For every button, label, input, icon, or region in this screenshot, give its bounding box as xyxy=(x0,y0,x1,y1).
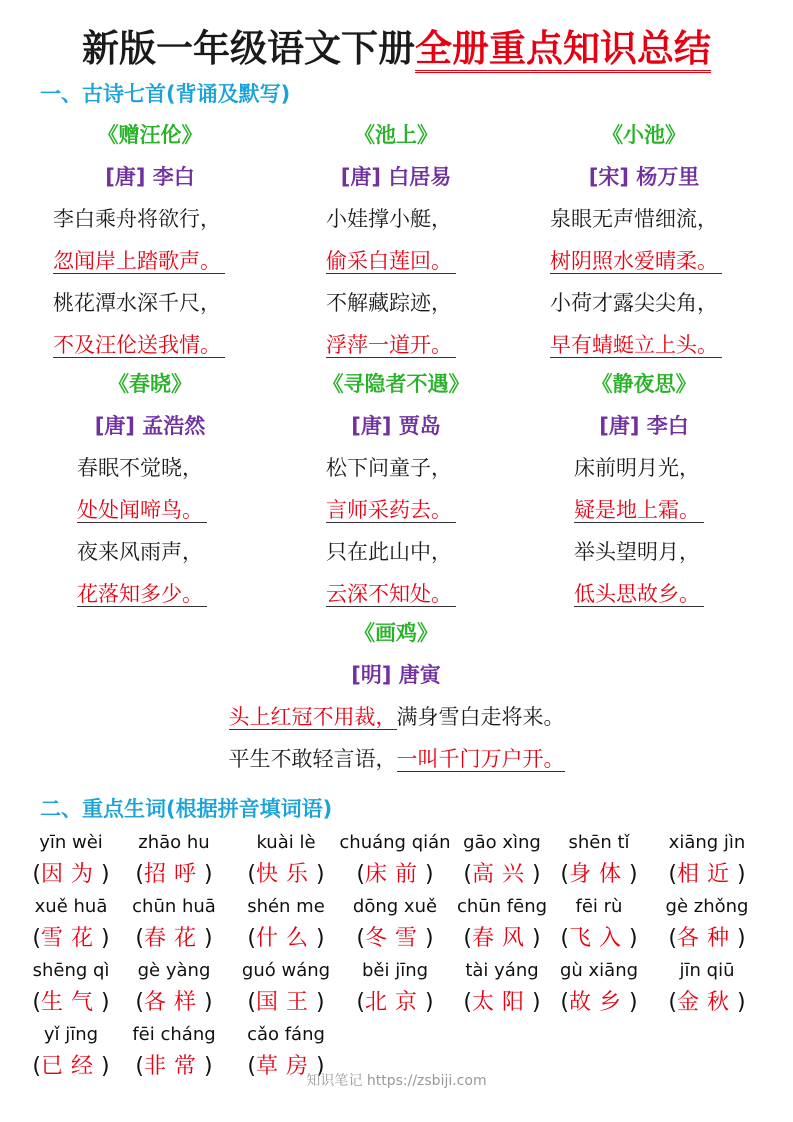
vocab-answer: (各样) xyxy=(135,990,213,1015)
vocab-item xyxy=(651,828,763,892)
vocab-item xyxy=(651,892,763,956)
vocab-answer: (故乡) xyxy=(560,990,638,1015)
vocab-answer: (什么) xyxy=(247,926,325,951)
poem-author: [唐] 白居易 xyxy=(340,165,452,189)
section-heading-vocab: 二、重点生词(根据拼音填词语) xyxy=(40,797,333,821)
vocab-pinyin: shēn tǐ xyxy=(568,832,630,853)
vocab-word: 故乡 xyxy=(568,990,629,1015)
poem-line-answer: 偷采白莲回。 xyxy=(266,240,526,282)
vocab-item xyxy=(118,956,230,1020)
poem-line: 小荷才露尖尖角， xyxy=(550,291,718,315)
vocab-pinyin: zhāo hu xyxy=(138,832,210,853)
vocab-pinyin: shén me xyxy=(247,896,325,917)
poem-line-text: 满身雪白走将来。 xyxy=(396,705,565,729)
poem-line-text: 平生不敢轻言语， xyxy=(228,747,397,771)
poem-line-answer: 头上红冠不用裁， xyxy=(228,705,397,729)
poem-line-answer: 浮萍一道开。 xyxy=(266,324,526,366)
poem-line-answer: 一叫千门万户开。 xyxy=(396,747,565,771)
vocab-item xyxy=(543,892,655,956)
vocab-item xyxy=(331,956,459,1020)
vocab-word: 春风 xyxy=(471,926,532,951)
poem-line-answer: 忽闻岸上踏歌声。 xyxy=(20,240,280,282)
vocab-pinyin: tài yáng xyxy=(465,960,539,981)
vocab-word: 已经 xyxy=(40,1054,101,1079)
poem-line-answer: 花落知多少。 xyxy=(20,573,280,615)
vocab-item xyxy=(543,828,655,892)
vocab-word: 金秋 xyxy=(676,990,737,1015)
vocab-pinyin: chūn huā xyxy=(132,896,216,917)
vocab-answer: (因为) xyxy=(32,862,110,887)
vocab-item xyxy=(15,828,127,892)
vocab-item xyxy=(331,828,459,892)
vocab-item xyxy=(230,892,342,956)
vocab-item xyxy=(15,956,127,1020)
poem-card xyxy=(266,612,526,696)
vocab-word: 国王 xyxy=(255,990,316,1015)
poem-line: 夜来风雨声， xyxy=(77,540,203,564)
title-black: 新版一年级语文下册 xyxy=(82,26,415,70)
vocab-pinyin: gè zhǒng xyxy=(665,896,749,917)
poem-line: 桃花潭水深千尺， xyxy=(53,291,221,315)
vocab-item xyxy=(446,828,558,892)
poem-title: 《寻隐者不遇》 xyxy=(322,372,470,396)
vocab-answer: (飞入) xyxy=(560,926,638,951)
vocab-pinyin: dōng xuě xyxy=(352,896,438,917)
vocab-pinyin: guó wáng xyxy=(241,960,331,981)
vocab-answer: (金秋) xyxy=(668,990,746,1015)
poem-line-answer: 疑是地上霜。 xyxy=(514,489,774,531)
vocab-word: 因为 xyxy=(40,862,101,887)
poem-title: 《小池》 xyxy=(602,123,686,147)
vocab-item xyxy=(446,892,558,956)
poem-line: 不解藏踪迹， xyxy=(326,291,452,315)
vocab-word: 太阳 xyxy=(471,990,532,1015)
vocab-answer: (草房) xyxy=(247,1054,325,1079)
vocab-pinyin: fēi rù xyxy=(575,896,623,917)
vocab-word: 春花 xyxy=(143,926,204,951)
poem-line: 李白乘舟将欲行， xyxy=(53,207,221,231)
vocab-word: 北京 xyxy=(364,990,425,1015)
vocab-pinyin: xuě huā xyxy=(34,896,108,917)
poem-line-answer: 树阴照水爱晴柔。 xyxy=(514,240,774,282)
vocab-answer: (各种) xyxy=(668,926,746,951)
vocab-word: 非常 xyxy=(143,1054,204,1079)
vocab-answer: (国王) xyxy=(247,990,325,1015)
poem-line xyxy=(0,738,793,780)
vocab-item xyxy=(543,956,655,1020)
poem-card xyxy=(266,114,526,366)
vocab-answer: (相近) xyxy=(668,862,746,887)
poem-line: 松下问童子， xyxy=(326,456,452,480)
vocab-word: 快乐 xyxy=(255,862,316,887)
poem-author: [唐] 李白 xyxy=(599,414,689,438)
vocab-item xyxy=(651,956,763,1020)
poem-line: 小娃撑小艇， xyxy=(326,207,452,231)
poem-line: 举头望明月， xyxy=(574,540,700,564)
vocab-pinyin: gè yàng xyxy=(137,960,211,981)
vocab-word: 什么 xyxy=(255,926,316,951)
vocab-answer: (北京) xyxy=(356,990,434,1015)
poem-title: 《静夜思》 xyxy=(591,372,697,396)
poem-line-answer: 不及汪伦送我情。 xyxy=(20,324,280,366)
vocab-word: 各种 xyxy=(676,926,737,951)
vocab-answer: (太阳) xyxy=(463,990,541,1015)
poem-author: [明] 唐寅 xyxy=(351,663,441,687)
poem-line: 只在此山中， xyxy=(326,540,452,564)
poem-line-answer: 低头思故乡。 xyxy=(514,573,774,615)
vocab-word: 高兴 xyxy=(471,862,532,887)
vocab-answer: (身体) xyxy=(560,862,638,887)
vocab-word: 相近 xyxy=(676,862,737,887)
poem-title: 《春晓》 xyxy=(108,372,192,396)
title-red: 全册重点知识总结 xyxy=(415,26,711,73)
poem-line: 泉眼无声惜细流， xyxy=(550,207,718,231)
vocab-word: 招呼 xyxy=(143,862,204,887)
poem-line xyxy=(0,696,793,738)
vocab-word: 身体 xyxy=(568,862,629,887)
vocab-pinyin: shēng qì xyxy=(32,960,110,981)
poem-card xyxy=(266,363,526,615)
section-heading-poems: 一、古诗七首(背诵及默写) xyxy=(40,82,291,106)
vocab-item xyxy=(230,956,342,1020)
poem-card xyxy=(20,363,280,615)
poem-author: [唐] 李白 xyxy=(105,165,195,189)
vocab-pinyin: fēi cháng xyxy=(132,1024,216,1045)
vocab-item xyxy=(118,892,230,956)
poem-line: 春眠不觉晓， xyxy=(77,456,203,480)
vocab-pinyin: běi jīng xyxy=(361,960,429,981)
poem-title: 《画鸡》 xyxy=(354,621,438,645)
vocab-word: 冬雪 xyxy=(364,926,425,951)
poem-author: [宋] 杨万里 xyxy=(588,165,700,189)
vocab-word: 草房 xyxy=(255,1054,316,1079)
vocab-answer: (非常) xyxy=(135,1054,213,1079)
vocab-pinyin: jīn qiū xyxy=(679,960,735,981)
poem-title: 《赠汪伦》 xyxy=(97,123,203,147)
vocab-answer: (春花) xyxy=(135,926,213,951)
footer-watermark: 知识笔记 https://zsbiji.com xyxy=(306,1073,487,1089)
vocab-pinyin: chuáng qián xyxy=(339,832,451,853)
vocab-answer: (已经) xyxy=(32,1054,110,1079)
vocab-pinyin: cǎo fáng xyxy=(247,1024,325,1045)
page-title xyxy=(0,18,793,72)
vocab-answer: (生气) xyxy=(32,990,110,1015)
poem-author: [唐] 贾岛 xyxy=(351,414,441,438)
vocab-answer: (快乐) xyxy=(247,862,325,887)
vocab-answer: (招呼) xyxy=(135,862,213,887)
poem-card xyxy=(514,114,774,366)
vocab-item xyxy=(230,828,342,892)
poem-card xyxy=(20,114,280,366)
vocab-answer: (春风) xyxy=(463,926,541,951)
vocab-word: 生气 xyxy=(40,990,101,1015)
vocab-item xyxy=(15,892,127,956)
vocab-pinyin: xiāng jìn xyxy=(668,832,746,853)
poem-line-answer: 早有蜻蜓立上头。 xyxy=(514,324,774,366)
poem-card xyxy=(514,363,774,615)
poem-line-answer: 云深不知处。 xyxy=(266,573,526,615)
poem-line-answer: 处处闻啼鸟。 xyxy=(20,489,280,531)
vocab-word: 床前 xyxy=(364,862,425,887)
vocab-answer: (雪花) xyxy=(32,926,110,951)
vocab-answer: (床前) xyxy=(356,862,434,887)
poem-title: 《池上》 xyxy=(354,123,438,147)
vocab-answer: (高兴) xyxy=(463,862,541,887)
vocab-pinyin: gāo xìng xyxy=(463,832,541,853)
vocab-pinyin: gù xiāng xyxy=(559,960,639,981)
vocab-item xyxy=(331,892,459,956)
vocab-word: 飞入 xyxy=(568,926,629,951)
vocab-word: 雪花 xyxy=(40,926,101,951)
poem-line-answer: 言师采药去。 xyxy=(266,489,526,531)
vocab-pinyin: chūn fēng xyxy=(456,896,548,917)
poem-line: 床前明月光， xyxy=(574,456,700,480)
vocab-pinyin: yǐ jīng xyxy=(43,1024,99,1045)
vocab-word: 各样 xyxy=(143,990,204,1015)
vocab-item xyxy=(118,828,230,892)
vocab-answer: (冬雪) xyxy=(356,926,434,951)
vocab-pinyin: kuài lè xyxy=(256,832,316,853)
vocab-item xyxy=(446,956,558,1020)
poem-author: [唐] 孟浩然 xyxy=(94,414,206,438)
vocab-pinyin: yīn wèi xyxy=(39,832,103,853)
